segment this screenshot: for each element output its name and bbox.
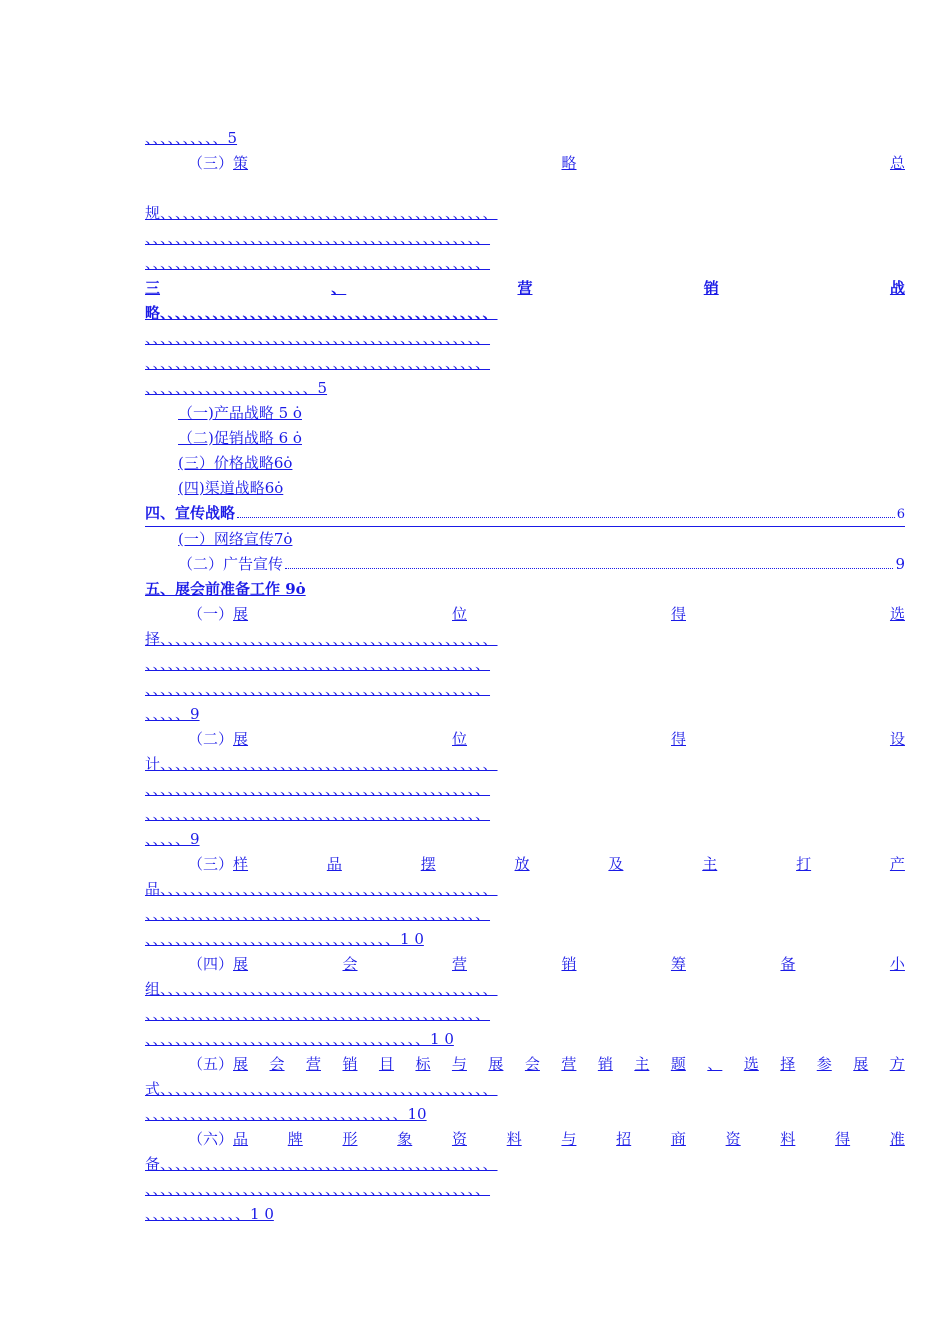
- toc-line[interactable]: [145, 351, 905, 376]
- toc-title-char: 会: [269, 1055, 285, 1073]
- toc-entry-booth-selection[interactable]: [145, 602, 905, 627]
- toc-link[interactable]: (四)渠道战略6ȯ: [178, 479, 284, 497]
- toc-link[interactable]: （二)促销战略 6 ȯ: [178, 429, 302, 447]
- toc-title-char: 参: [816, 1055, 832, 1073]
- toc-line[interactable]: [145, 802, 905, 827]
- toc-title-char: 备: [780, 955, 796, 973]
- toc-link[interactable]: 、、、、、、、、、、、、、、、、、、、、、、、、、、、、、、、、、、、、、、、、、、、、、: [145, 680, 491, 698]
- toc-link[interactable]: 、、、、、9: [145, 830, 200, 848]
- toc-title-char: 与: [451, 1055, 467, 1073]
- toc-entry-price-strategy[interactable]: [145, 451, 905, 476]
- toc-title-char: 及: [608, 855, 624, 873]
- toc-title-char: 料: [780, 1130, 796, 1148]
- toc-link[interactable]: 、、、、、、、、、、、、、、、、、、、、、、、、、、、、、、、、、、、、、、、、、、、、、: [145, 254, 491, 272]
- toc-entry-title-spread[interactable]: [233, 1127, 905, 1152]
- toc-title-char: 、: [331, 279, 347, 297]
- toc-link[interactable]: 略、、、、、、、、、、、、、、、、、、、、、、、、、、、、、、、、、、、、、、、、、、、、: [145, 304, 498, 322]
- toc-title-char: 位: [452, 605, 468, 623]
- toc-line[interactable]: [145, 702, 905, 727]
- toc-entry-product-strategy[interactable]: [145, 401, 905, 426]
- toc-entry-number: （五）: [188, 1055, 234, 1073]
- toc-line[interactable]: [145, 652, 905, 677]
- toc-title-char: 营: [451, 955, 467, 973]
- table-of-contents: [145, 126, 905, 1227]
- toc-title-char: 营: [561, 1055, 577, 1073]
- toc-line[interactable]: [145, 251, 905, 276]
- toc-entry-publicity-strategy[interactable]: [145, 501, 905, 527]
- toc-link[interactable]: 、、、、、、、、、、、、、、、、、、、、、、、、、、、、、、、、、、、、、、、、、、、、、: [145, 655, 491, 673]
- toc-heading[interactable]: （二）广告宣传: [178, 555, 284, 573]
- toc-title-char: 牌: [287, 1130, 303, 1148]
- toc-entry-number: （一）: [188, 605, 234, 623]
- toc-link[interactable]: 备、、、、、、、、、、、、、、、、、、、、、、、、、、、、、、、、、、、、、、、、、、、、: [145, 1155, 498, 1173]
- toc-link[interactable]: 、、、、、、、、、、、、、、、、、、、、、、、、、、、、、、、、、、、、、、、、、、、、、: [145, 805, 491, 823]
- toc-line[interactable]: [145, 1102, 905, 1127]
- toc-title-char: 资: [725, 1130, 741, 1148]
- toc-title-char: 总: [889, 154, 905, 172]
- toc-entry-marketing-goals[interactable]: [145, 1052, 905, 1077]
- toc-line[interactable]: [145, 1002, 905, 1027]
- toc-title-char: 象: [397, 1130, 413, 1148]
- toc-title-char: 准: [889, 1130, 905, 1148]
- toc-title-char: 营: [517, 279, 533, 297]
- toc-entry-marketing-team[interactable]: [145, 952, 905, 977]
- toc-title-char: 打: [796, 855, 812, 873]
- toc-title-char: 商: [670, 1130, 686, 1148]
- toc-link[interactable]: 、、、、、、、、、、、、、、、、、、、、、、、、、、、、、、、、、1 0: [145, 930, 424, 948]
- toc-link[interactable]: 计、、、、、、、、、、、、、、、、、、、、、、、、、、、、、、、、、、、、、、、、、、、、: [145, 755, 498, 773]
- toc-title-char: 摆: [420, 855, 436, 873]
- toc-title-char: 策: [233, 154, 249, 172]
- toc-line[interactable]: [145, 301, 905, 326]
- toc-title-char: 三: [145, 279, 161, 297]
- toc-title-char: 销: [703, 279, 719, 297]
- toc-line[interactable]: [145, 927, 905, 952]
- toc-entry-booth-design[interactable]: [145, 727, 905, 752]
- dot-leader: [285, 567, 893, 569]
- toc-line[interactable]: [145, 977, 905, 1002]
- toc-entry-number: （六）: [188, 1130, 234, 1148]
- toc-title-char: 会: [524, 1055, 540, 1073]
- toc-title-char: 销: [342, 1055, 358, 1073]
- toc-title-char: 选: [743, 1055, 759, 1073]
- toc-title-char: 目: [378, 1055, 394, 1073]
- toc-title-char: 料: [506, 1130, 522, 1148]
- toc-entry-title-spread[interactable]: [233, 602, 905, 627]
- toc-link[interactable]: 、、、、、、、、、、、、、、、、、、、、、、、、、、、、、、、、、、、、、、、、、、、、、: [145, 1180, 491, 1198]
- toc-title-char: 营: [305, 1055, 321, 1073]
- toc-title-char: 小: [889, 955, 905, 973]
- toc-entry-pre-exhibition[interactable]: [145, 577, 905, 602]
- toc-link[interactable]: (一）网络宣传7ȯ: [178, 530, 293, 548]
- toc-entry-strategy-overview[interactable]: [145, 151, 905, 176]
- toc-link[interactable]: 、、、、、、、、、、、、、、、、、、、、、、、、、、、、、、、、、、、、、1 0: [145, 1030, 454, 1048]
- toc-title-char: 展: [233, 955, 249, 973]
- toc-heading[interactable]: 四、宣传战略: [145, 504, 236, 522]
- page-number: 6: [896, 507, 905, 522]
- toc-line[interactable]: [145, 902, 905, 927]
- toc-entry-channel-strategy[interactable]: [145, 476, 905, 501]
- toc-title-char: 展: [233, 730, 249, 748]
- toc-entry-title-spread[interactable]: [233, 727, 905, 752]
- toc-line[interactable]: [145, 201, 905, 226]
- toc-title-char: 展: [233, 1055, 249, 1073]
- toc-line[interactable]: [145, 376, 905, 401]
- toc-title-char: 销: [597, 1055, 613, 1073]
- toc-entry-network-publicity[interactable]: [145, 527, 905, 552]
- toc-line[interactable]: [145, 877, 905, 902]
- toc-link[interactable]: 、、、、、、、、、、、、、、、、、、、、、、、、、、、、、、、、、、、、、、、、、、、、、: [145, 1005, 491, 1023]
- toc-line[interactable]: [145, 176, 905, 201]
- toc-line[interactable]: [145, 827, 905, 852]
- toc-title-char: 放: [514, 855, 530, 873]
- toc-title-char: 展: [233, 605, 249, 623]
- toc-line[interactable]: [145, 326, 905, 351]
- toc-title-char: 设: [889, 730, 905, 748]
- toc-line[interactable]: [145, 1152, 905, 1177]
- toc-title-char: 选: [889, 605, 905, 623]
- toc-link[interactable]: 、、、、、、、、、、、、、、、、、、、、、、、、、、、、、、、、、、、、、、、、、、、、、: [145, 229, 491, 247]
- toc-title-char: 主: [634, 1055, 650, 1073]
- toc-line[interactable]: [145, 752, 905, 777]
- toc-link[interactable]: 式、、、、、、、、、、、、、、、、、、、、、、、、、、、、、、、、、、、、、、、、、、、、: [145, 1080, 498, 1098]
- toc-title-char: 展: [853, 1055, 869, 1073]
- toc-link[interactable]: （一)产品战略 5 ȯ: [178, 404, 302, 422]
- toc-title-char: 会: [342, 955, 358, 973]
- toc-title-char: 位: [452, 730, 468, 748]
- toc-title-char: 主: [702, 855, 718, 873]
- toc-entry-number: （二）: [188, 730, 234, 748]
- toc-line[interactable]: [145, 1177, 905, 1202]
- toc-line[interactable]: [145, 1027, 905, 1052]
- toc-entry-number: （三）: [188, 855, 234, 873]
- toc-title-char: 题: [670, 1055, 686, 1073]
- toc-link[interactable]: 品、、、、、、、、、、、、、、、、、、、、、、、、、、、、、、、、、、、、、、、、、、、、: [145, 880, 498, 898]
- page-number: 9: [895, 555, 905, 573]
- toc-link[interactable]: 、、、、、、、、、、5: [145, 129, 238, 147]
- toc-line[interactable]: [145, 1077, 905, 1102]
- toc-entry-title-spread[interactable]: [233, 151, 905, 176]
- toc-link[interactable]: 五、展会前准备工作 9ȯ: [145, 580, 306, 598]
- toc-title-char: 品: [233, 1130, 249, 1148]
- toc-title-char: 产: [889, 855, 905, 873]
- toc-link[interactable]: 、、、、、、、、、、、、、、、、、、、、、、、、、、、、、、、、、、10: [145, 1105, 427, 1123]
- toc-link[interactable]: 、、、、、、、、、、、、、、、、、、、、、、、、、、、、、、、、、、、、、、、、、、、、、: [145, 354, 491, 372]
- toc-title-char: 筹: [670, 955, 686, 973]
- toc-title-char: 样: [233, 855, 249, 873]
- dot-leader: [237, 516, 895, 518]
- toc-title-char: 展: [488, 1055, 504, 1073]
- toc-title-char: 方: [889, 1055, 905, 1073]
- toc-line[interactable]: [145, 1202, 905, 1227]
- toc-title-char: 招: [616, 1130, 632, 1148]
- toc-entry-number: （三）: [188, 154, 234, 172]
- toc-entry-number: （四）: [188, 955, 234, 973]
- toc-line[interactable]: [145, 627, 905, 652]
- toc-title-char: 形: [342, 1130, 358, 1148]
- toc-title-char: 品: [326, 855, 342, 873]
- toc-title-char: 择: [780, 1055, 796, 1073]
- toc-title-char: 与: [561, 1130, 577, 1148]
- toc-entry-promotion-strategy[interactable]: [145, 426, 905, 451]
- toc-title-char: 得: [670, 605, 686, 623]
- toc-link[interactable]: 、、、、、、、、、、、、、1 0: [145, 1205, 274, 1223]
- toc-link[interactable]: [145, 176, 905, 201]
- toc-title-char: 战: [889, 279, 905, 297]
- toc-title-char: 标: [415, 1055, 431, 1073]
- toc-link[interactable]: 组、、、、、、、、、、、、、、、、、、、、、、、、、、、、、、、、、、、、、、、、、、、、: [145, 980, 498, 998]
- toc-link[interactable]: 择、、、、、、、、、、、、、、、、、、、、、、、、、、、、、、、、、、、、、、、、、、、、: [145, 630, 498, 648]
- toc-link[interactable]: 、、、、、、、、、、、、、、、、、、、、、、5: [145, 379, 328, 397]
- toc-entry-ad-publicity[interactable]: [145, 552, 905, 577]
- toc-entry-sample-display[interactable]: [145, 852, 905, 877]
- toc-entry-title-spread[interactable]: [233, 952, 905, 977]
- toc-title-char: 、: [707, 1055, 723, 1073]
- toc-title-char: 得: [835, 1130, 851, 1148]
- toc-line[interactable]: [145, 226, 905, 251]
- toc-entry-title-spread[interactable]: [233, 1052, 905, 1077]
- toc-entry-marketing-strategy[interactable]: [145, 276, 905, 301]
- toc-line[interactable]: [145, 677, 905, 702]
- toc-line[interactable]: [145, 777, 905, 802]
- toc-title-char: 销: [561, 955, 577, 973]
- toc-link[interactable]: 、、、、、、、、、、、、、、、、、、、、、、、、、、、、、、、、、、、、、、、、、、、、、: [145, 329, 491, 347]
- toc-link[interactable]: 、、、、、9: [145, 705, 200, 723]
- toc-entry-title-spread[interactable]: [233, 852, 905, 877]
- toc-entry-brand-materials[interactable]: [145, 1127, 905, 1152]
- toc-link[interactable]: 、、、、、、、、、、、、、、、、、、、、、、、、、、、、、、、、、、、、、、、、、、、、、: [145, 905, 491, 923]
- toc-link[interactable]: 规、、、、、、、、、、、、、、、、、、、、、、、、、、、、、、、、、、、、、、、、、、、、: [145, 204, 498, 222]
- toc-title-char: 资: [451, 1130, 467, 1148]
- toc-line[interactable]: [145, 126, 905, 151]
- toc-title-char: 得: [670, 730, 686, 748]
- toc-link[interactable]: 、、、、、、、、、、、、、、、、、、、、、、、、、、、、、、、、、、、、、、、、、、、、、: [145, 780, 491, 798]
- toc-link[interactable]: (三）价格战略6ȯ: [178, 454, 293, 472]
- toc-title-char: 略: [561, 154, 577, 172]
